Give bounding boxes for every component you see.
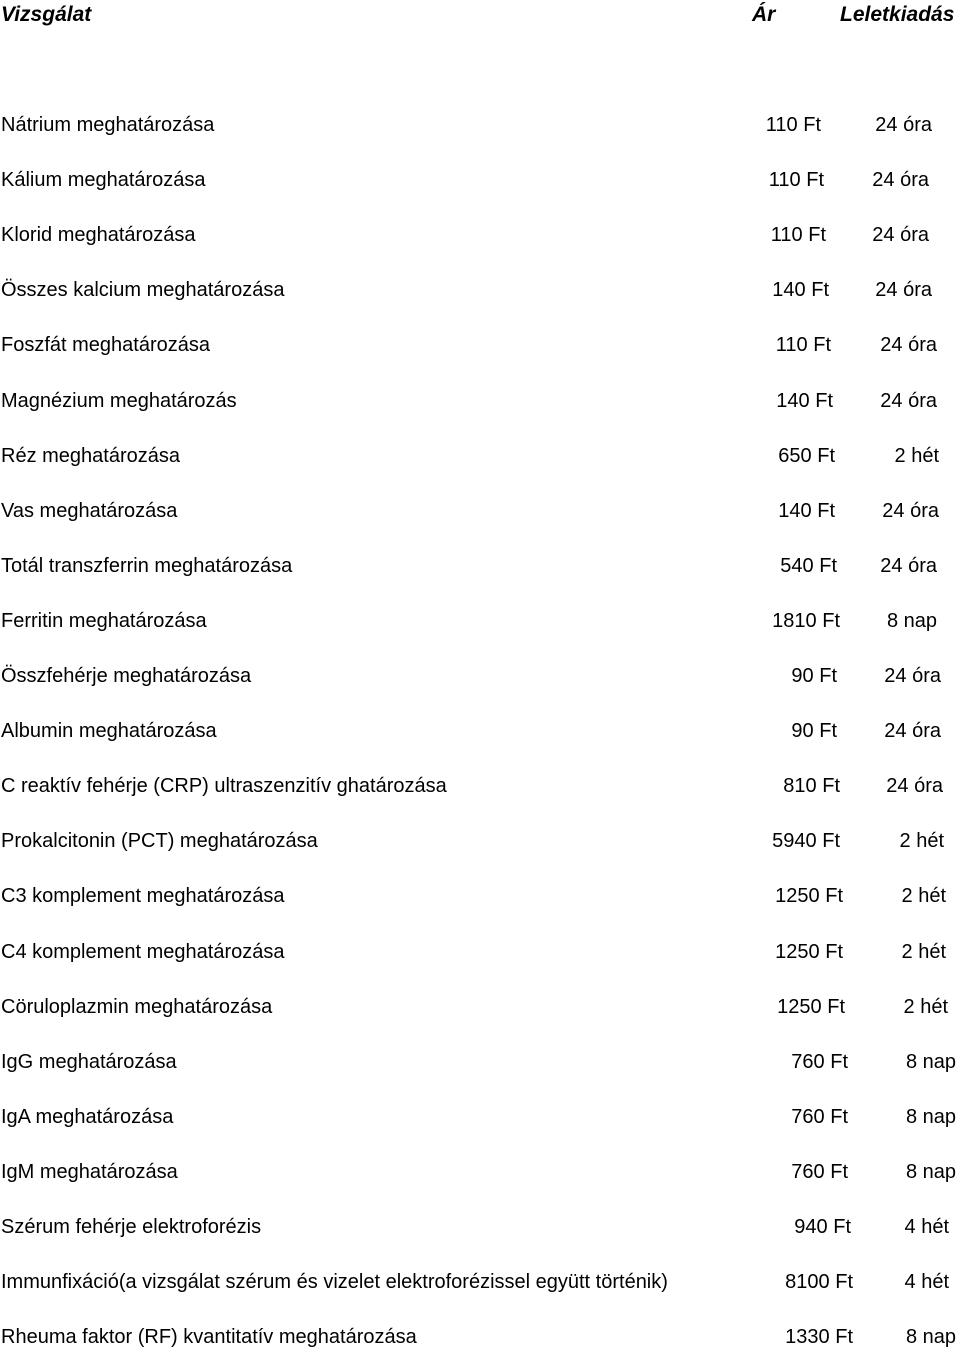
result-time: 2 hét <box>901 941 946 963</box>
column-header-result: Leletkiadás <box>840 3 955 26</box>
test-name: Magnézium meghatározás <box>1 390 237 412</box>
column-header-test: Vizsgálat <box>1 3 92 26</box>
test-name: Prokalcitonin (PCT) meghatározása <box>1 830 318 852</box>
table-row <box>0 1048 960 1076</box>
test-name: Réz meghatározása <box>1 445 180 467</box>
test-name: Albumin meghatározása <box>1 720 217 742</box>
test-price: 810 Ft <box>783 775 840 797</box>
table-row <box>0 827 960 855</box>
table-row <box>0 497 960 525</box>
result-time: 24 óra <box>880 334 937 356</box>
test-price: 760 Ft <box>791 1161 848 1183</box>
table-row <box>0 552 960 580</box>
table-row <box>0 1158 960 1186</box>
table-row <box>0 221 960 249</box>
test-price: 110 Ft <box>768 169 824 191</box>
test-name: Kálium meghatározása <box>1 169 206 191</box>
test-name: Szérum fehérje elektroforézis <box>1 1216 262 1238</box>
result-time: 8 nap <box>905 1161 956 1183</box>
test-price: 90 Ft <box>791 665 837 687</box>
test-price: 1810 Ft <box>772 610 840 632</box>
test-price: 110 Ft <box>775 334 831 356</box>
test-name: Rheuma faktor (RF) kvantitatív meghatározása <box>1 1326 417 1348</box>
result-time: 24 óra <box>875 114 932 136</box>
test-name: Totál transzferrin meghatározása <box>1 555 293 577</box>
test-price: 90 Ft <box>791 720 837 742</box>
result-time: 8 nap <box>905 1106 956 1128</box>
result-time: 4 hét <box>904 1216 949 1238</box>
result-time: 4 hét <box>904 1271 949 1293</box>
result-time: 8 nap <box>905 1051 956 1073</box>
result-time: 24 óra <box>884 665 941 687</box>
table-row <box>0 1213 960 1241</box>
test-name: Cöruloplazmin meghatározása <box>1 996 273 1018</box>
result-time: 2 hét <box>899 830 944 852</box>
test-name: IgM meghatározása <box>1 1161 178 1183</box>
test-price: 5940 Ft <box>772 830 840 852</box>
result-time: 24 óra <box>872 169 929 191</box>
result-time: 2 hét <box>901 885 946 907</box>
table-row <box>0 1268 960 1296</box>
test-name: Ferritin meghatározása <box>1 610 207 632</box>
test-price: 1250 Ft <box>775 941 843 963</box>
result-time: 24 óra <box>880 390 937 412</box>
result-time: 8 nap <box>905 1326 956 1348</box>
test-price: 1250 Ft <box>777 996 845 1018</box>
test-name: C4 komplement meghatározása <box>1 941 285 963</box>
test-price: 650 Ft <box>778 445 835 467</box>
table-row <box>0 717 960 745</box>
test-name: Összfehérje meghatározása <box>1 665 252 687</box>
table-row <box>0 1323 960 1351</box>
test-price: 1250 Ft <box>775 885 843 907</box>
test-price: 1330 Ft <box>785 1326 853 1348</box>
test-name: C3 komplement meghatározása <box>1 885 285 907</box>
result-time: 24 óra <box>872 224 929 246</box>
result-time: 24 óra <box>875 279 932 301</box>
test-price: 140 Ft <box>778 500 835 522</box>
test-name: Összes kalcium meghatározása <box>1 279 285 301</box>
table-row <box>0 166 960 194</box>
test-price: 8100 Ft <box>785 1271 853 1293</box>
test-name: Vas meghatározása <box>1 500 178 522</box>
table-row <box>0 387 960 415</box>
table-row <box>0 607 960 635</box>
test-name: C reaktív fehérje (CRP) ultraszenzitív ghatározása <box>1 775 447 797</box>
table-row <box>0 662 960 690</box>
test-price: 760 Ft <box>791 1051 848 1073</box>
test-name: IgG meghatározása <box>1 1051 177 1073</box>
result-time: 24 óra <box>886 775 943 797</box>
test-price: 760 Ft <box>791 1106 848 1128</box>
column-header-price: Ár <box>752 3 776 26</box>
test-price: 940 Ft <box>794 1216 851 1238</box>
table-row <box>0 442 960 470</box>
table-row <box>0 1103 960 1131</box>
test-price: 110 Ft <box>770 224 826 246</box>
table-row <box>0 772 960 800</box>
result-time: 24 óra <box>880 555 937 577</box>
test-name: IgA meghatározása <box>1 1106 174 1128</box>
test-price: 540 Ft <box>780 555 837 577</box>
table-row <box>0 276 960 304</box>
result-time: 24 óra <box>882 500 939 522</box>
test-name: Klorid meghatározása <box>1 224 196 246</box>
test-price: 140 Ft <box>772 279 829 301</box>
table-row <box>0 938 960 966</box>
test-price: 110 Ft <box>765 114 821 136</box>
test-name: Foszfát meghatározása <box>1 334 210 356</box>
result-time: 2 hét <box>903 996 948 1018</box>
table-row <box>0 882 960 910</box>
result-time: 24 óra <box>884 720 941 742</box>
result-time: 2 hét <box>894 445 939 467</box>
result-time: 8 nap <box>886 610 937 632</box>
table-row <box>0 111 960 139</box>
test-name: Nátrium meghatározása <box>1 114 215 136</box>
test-name: Immunfixáció(a vizsgálat szérum és vizelet elektroforézissel együtt történik) <box>1 1271 668 1293</box>
test-price: 140 Ft <box>776 390 833 412</box>
table-row <box>0 993 960 1021</box>
table-row <box>0 331 960 359</box>
